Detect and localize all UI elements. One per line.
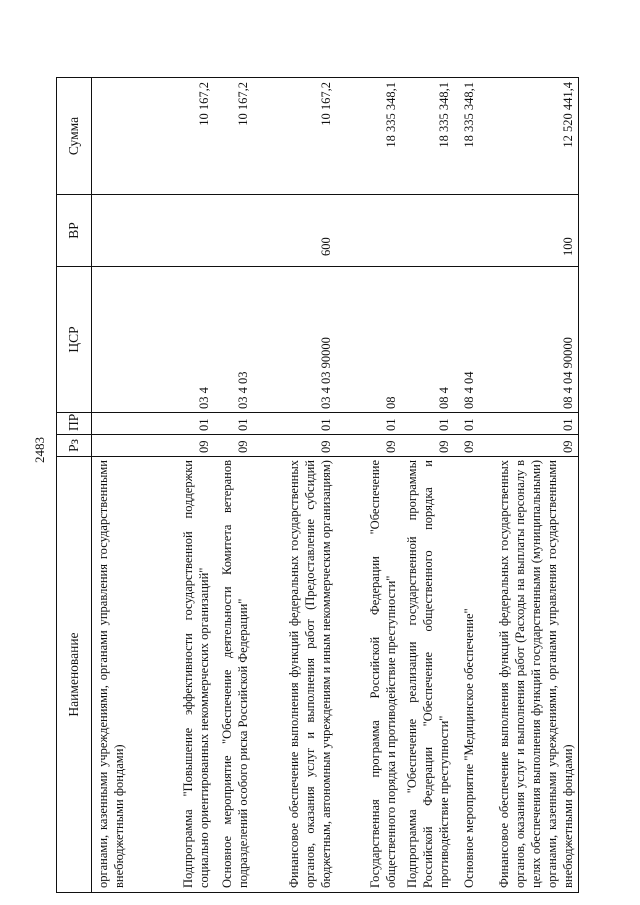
page-number: 2483 — [32, 437, 47, 463]
row-rz: 09 — [454, 435, 479, 457]
row-vr: 100 — [479, 195, 579, 267]
row-rz: 09 — [336, 435, 401, 457]
row-vr — [214, 195, 253, 267]
row-rz: 09 — [147, 435, 214, 457]
table-row — [92, 78, 148, 893]
row-rz: 09 — [253, 435, 336, 457]
row-csr: 08 4 04 90000 — [479, 267, 579, 413]
row-name: Основное мероприятие "Медицинское обеспечение" — [454, 457, 479, 893]
row-pr: 01 — [454, 413, 479, 435]
header-vr: ВР — [57, 195, 92, 267]
row-name: Основное мероприятие "Обеспечение деятельности Комитета ветеранов подразделений особого риска Российской Федерации" — [214, 457, 253, 893]
row-rz: 09 — [214, 435, 253, 457]
header-csr: ЦСР — [57, 267, 92, 413]
row-vr — [454, 195, 479, 267]
row-csr — [92, 267, 148, 413]
row-vr — [92, 195, 148, 267]
row-name: Подпрограмма "Повышение эффективности государственной поддержки социально ориентированных некоммерческих организаций" — [147, 457, 214, 893]
row-csr: 08 4 04 — [454, 267, 479, 413]
row-rz — [92, 435, 148, 457]
row-vr — [336, 195, 401, 267]
row-vr — [401, 195, 454, 267]
row-pr: 01 — [214, 413, 253, 435]
row-pr — [92, 413, 148, 435]
row-csr: 08 — [336, 267, 401, 413]
table-row — [214, 78, 253, 893]
budget-table — [56, 77, 579, 893]
header-sum: Сумма — [57, 78, 92, 195]
row-rz: 09 — [401, 435, 454, 457]
row-sum: 18 335 348,1 — [336, 78, 401, 195]
row-sum: 18 335 348,1 — [454, 78, 479, 195]
table-row — [479, 78, 579, 893]
row-csr: 03 4 — [147, 267, 214, 413]
row-csr: 08 4 — [401, 267, 454, 413]
row-pr: 01 — [147, 413, 214, 435]
row-rz: 09 — [479, 435, 579, 457]
row-name: Финансовое обеспечение выполнения функций федеральных государственных органов, оказания услуг и выполнения работ (Расходы на выплаты персоналу в целях обеспечения выполнения функций государственными (муниципальными) органами, казенными учреждениями, органами управления государственными внебюджетными фондами) — [479, 457, 579, 893]
row-sum: 18 335 348,1 — [401, 78, 454, 195]
table-row — [147, 78, 214, 893]
header-rz: Рз — [57, 435, 92, 457]
row-pr: 01 — [336, 413, 401, 435]
table-row — [336, 78, 401, 893]
row-pr: 01 — [401, 413, 454, 435]
header-pr: ПР — [57, 413, 92, 435]
row-sum: 10 167,2 — [214, 78, 253, 195]
header-name: Наименование — [57, 457, 92, 893]
row-name: Финансовое обеспечение выполнения функций федеральных государственных органов, оказания услуг и выполнения работ (Предоставление субсидий бюджетным, автономным учреждениям и иным некоммерческим организациям) — [253, 457, 336, 893]
row-vr — [147, 195, 214, 267]
row-sum — [92, 78, 148, 195]
table-row — [401, 78, 454, 893]
row-csr: 03 4 03 — [214, 267, 253, 413]
row-name: Государственная программа Российской Федерации "Обеспечение общественного порядка и противодействие преступности" — [336, 457, 401, 893]
table-row — [454, 78, 479, 893]
row-vr: 600 — [253, 195, 336, 267]
row-name: Подпрограмма "Обеспечение реализации государственной программы Российской Федерации "Обеспечение общественного порядка и противодействие преступности" — [401, 457, 454, 893]
table-row — [253, 78, 336, 893]
row-pr: 01 — [479, 413, 579, 435]
rotated-page — [56, 78, 575, 893]
row-pr: 01 — [253, 413, 336, 435]
row-name: органами, казенными учреждениями, органами управления государственными внебюджетными фондами) — [92, 457, 148, 893]
row-csr: 03 4 03 90000 — [253, 267, 336, 413]
header-row — [57, 78, 92, 893]
row-sum: 10 167,2 — [253, 78, 336, 195]
row-sum: 10 167,2 — [147, 78, 214, 195]
row-sum: 12 520 441,4 — [479, 78, 579, 195]
